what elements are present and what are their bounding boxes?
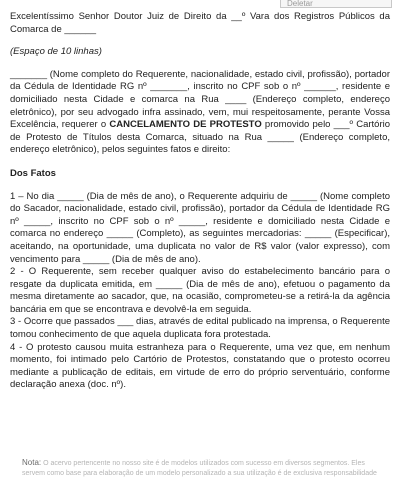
intro-paragraph xyxy=(10,69,390,157)
document-body xyxy=(10,11,390,392)
intro-text-2: promovido pelo ___º Cartório de Protesto de Títulos desta Comarca, situado na Rua _____ (Endereço completo, endereço eletrônico), pelos seguintes fatos e direito: xyxy=(10,119,390,156)
spacing-note: (Espaço de 10 linhas) xyxy=(10,46,102,58)
note-text: O acervo pertencente no nosso site é de modelos utilizados com sucesso em diversos segmentos. Eles servem como base para elaboração de um modelo personalizado a sua utilização é de exclusiva responsabilidade xyxy=(22,460,377,477)
addressee: Excelentíssimo Senhor Doutor Juiz de Direito da __º Vara dos Registros Públicos da Comarca de ______ xyxy=(10,11,390,35)
intro-request-bold: CANCELAMENTO DE PROTESTO xyxy=(109,119,262,131)
section-title: Dos Fatos xyxy=(10,167,56,179)
fact-4: 4 - O protesto causou muita estranheza para o Requerente, uma vez que, em nenhum momento, foi intimado pelo Cartório de Protestos, constatando que o protesto ocorreu mediante a publicação de editais, em virtude de erro do próprio serventuário, conforme declaração anexa (doc. nº). xyxy=(10,341,390,391)
fact-3: 3 - Ocorre que passados ___ dias, através de edital publicado na imprensa, o Requerente tomou conhecimento de que aquela duplicata fora protestada. xyxy=(10,316,390,341)
delete-tab-label: Deletar xyxy=(287,0,313,8)
footer-note xyxy=(22,458,382,479)
fact-2: 2 - O Requerente, sem receber qualquer aviso do estabelecimento bancário para o resgate da duplicata emitida, em _____ (Dia de mês de ano), efetuou o pagamento da mesma diretamente ao sacador, que, na ocasião, comprometeu-se a retirá-la da agência bancária em que se encontrava e devolvê-la em seguida. xyxy=(10,266,390,315)
delete-tab[interactable] xyxy=(280,0,392,8)
fact-1: 1 – No dia _____ (Dia de mês de ano), o Requerente adquiriu de _____ (Nome completo do Sacador, nacionalidade, estado civil, profissão), portador da Cédula de Identidade RG nº _____, inscrito no CPF sob o nº _____, residente e domiciliado nesta Cidade e comarca no endereço _____ (Completo), as seguintes mercadorias: _____ (Especificar), aceitando, na oportunidade, uma duplicata no valor de R$ valor (valor expresso), com vencimento para _____ (Dia de mês de ano). xyxy=(10,190,390,265)
intro-text-1: _______ (Nome completo do Requerente, nacionalidade, estado civil, profissão), portador da Cédula de Identidade RG nº _______, inscrito no CPF sob o nº ______, residente e domiciliado nesta Cidade e comarca na Rua ____ (Endereço completo, endereço eletrônico), por seu advogado infra assinado, vem, mui respeitosamente, perante Vossa Excelência, requerer o xyxy=(10,68,390,131)
note-label: Nota: xyxy=(22,458,42,467)
